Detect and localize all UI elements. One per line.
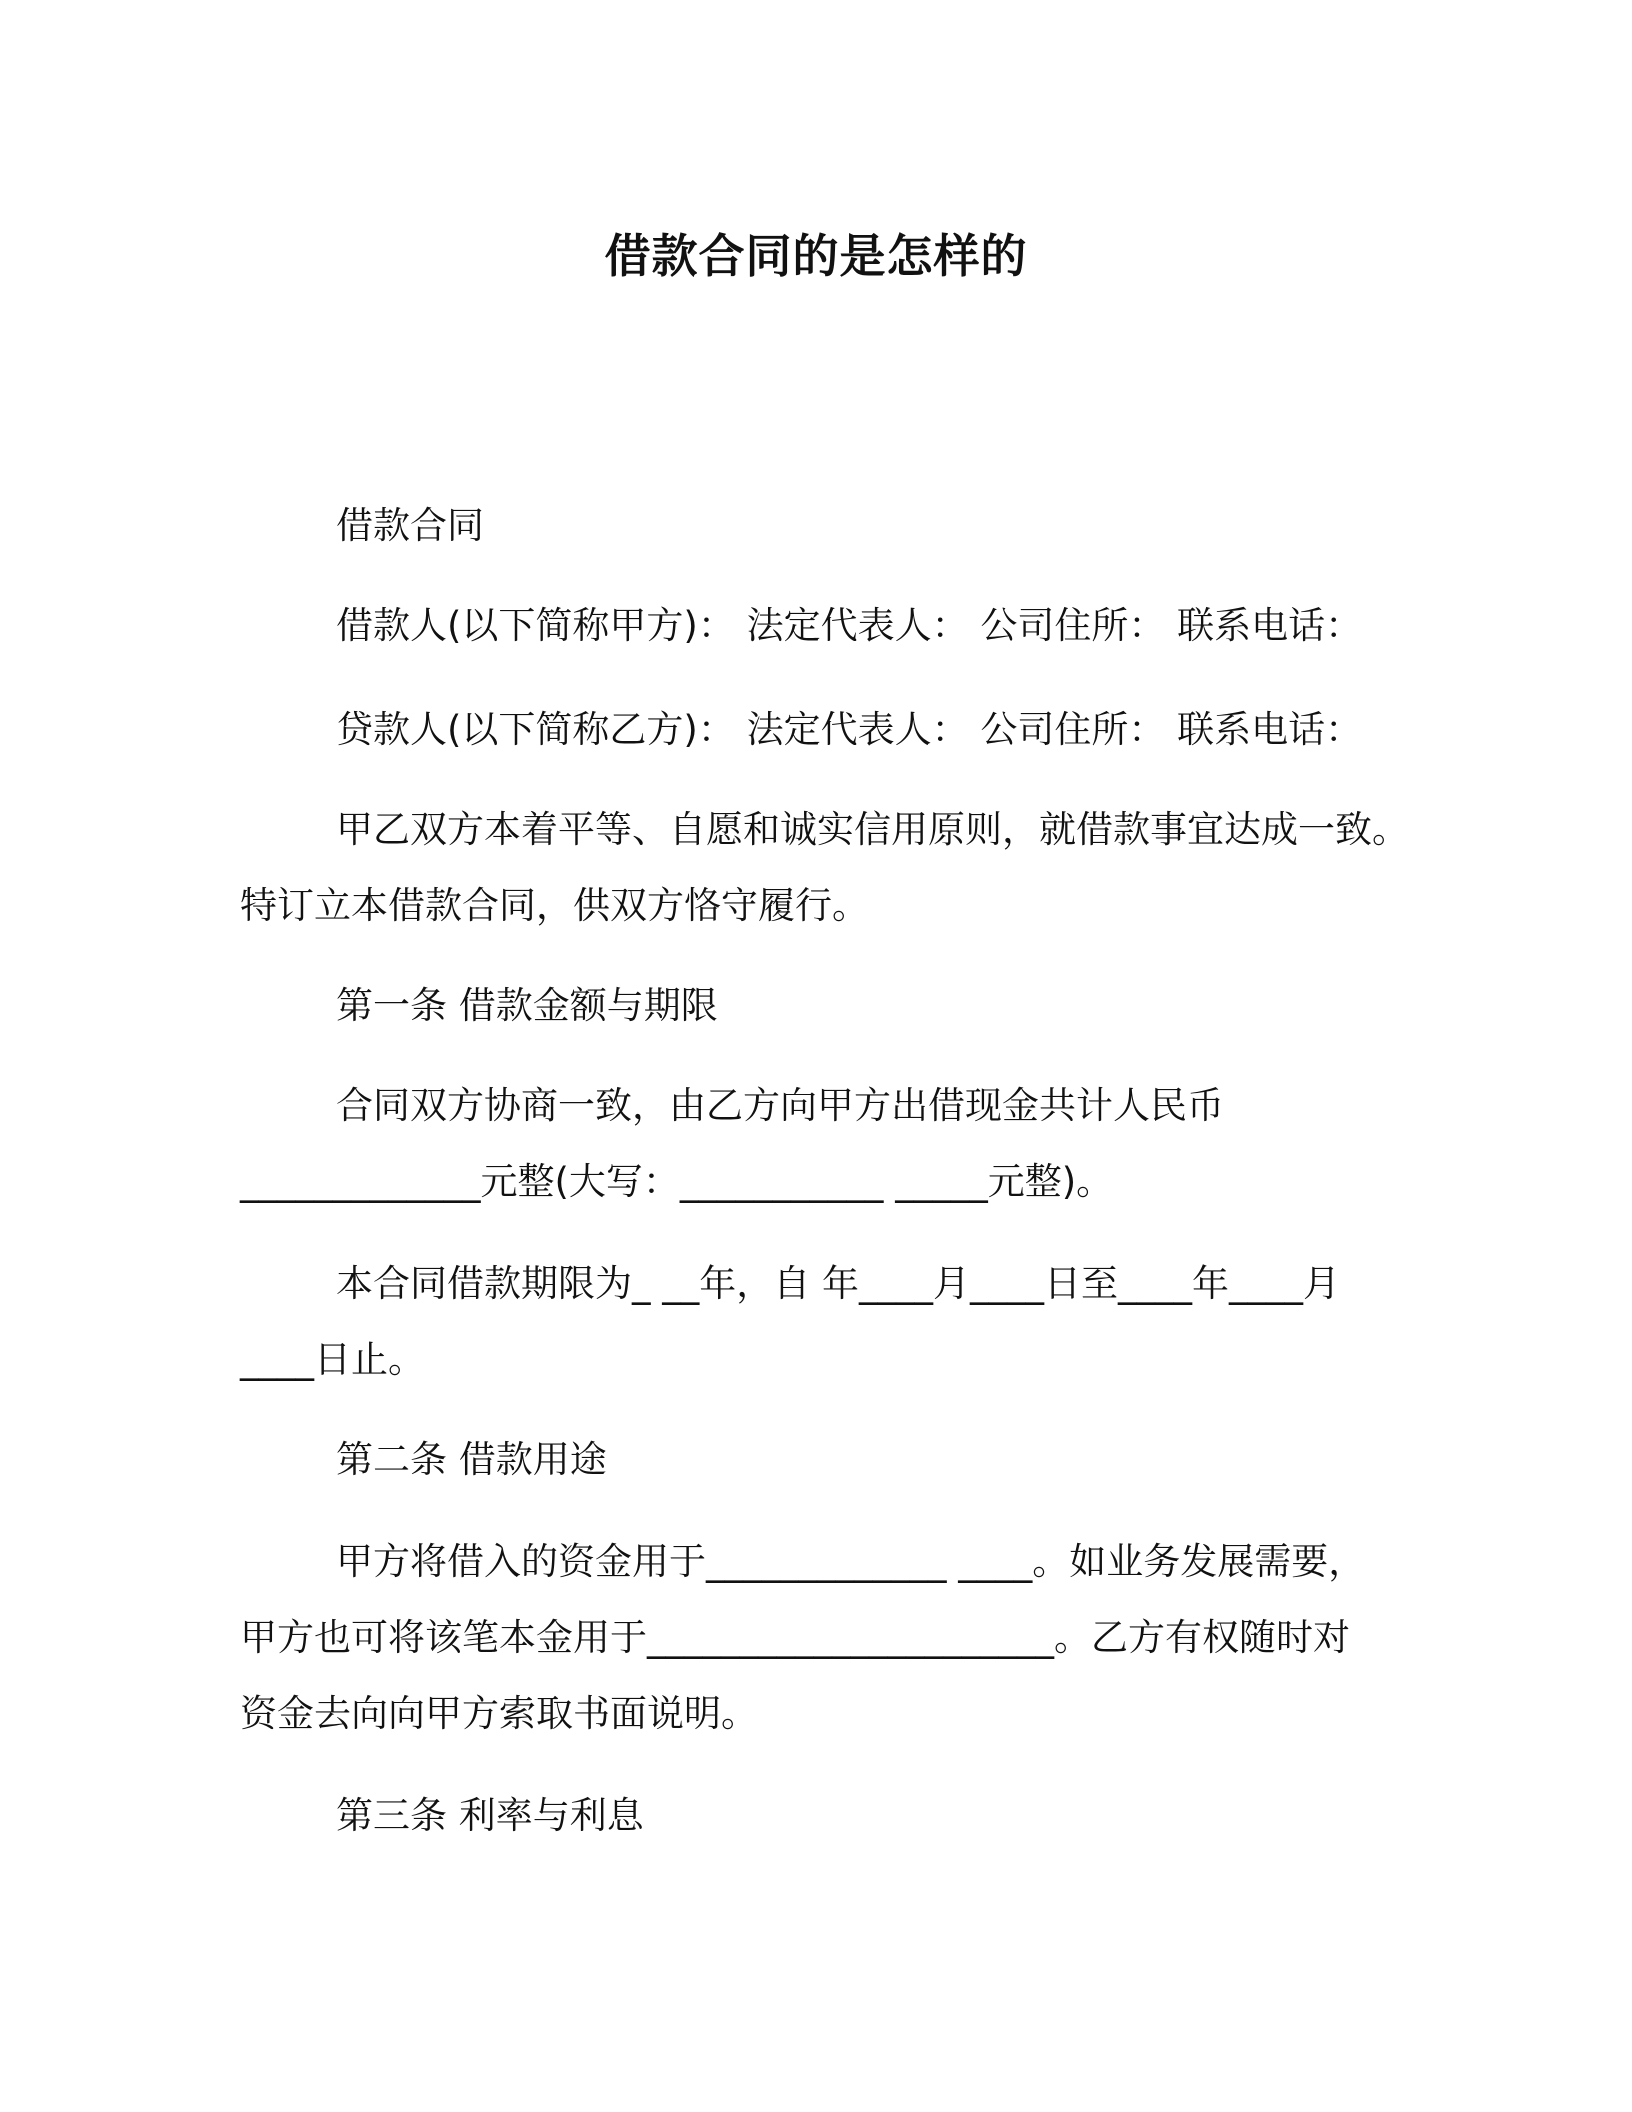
document-title: 借款合同的是怎样的	[604, 229, 1028, 283]
paragraph-line: 第三条 利率与利息	[336, 1794, 644, 1837]
paragraph-line: 资金去向向甲方索取书面说明。	[240, 1692, 758, 1735]
paragraph-line: 甲方将借入的资金用于_____________ ____。如业务发展需要，	[336, 1540, 1366, 1583]
paragraph-line: ____日止。	[240, 1338, 425, 1381]
paragraph-heading-contract	[240, 488, 1400, 564]
paragraph-line: 特订立本借款合同，供双方恪守履行。	[240, 884, 869, 927]
paragraph-loan-purpose	[240, 1524, 1400, 1752]
paragraph-line: 第一条 借款金额与期限	[336, 984, 718, 1027]
article-1-heading	[240, 968, 1400, 1044]
paragraph-loan-term	[240, 1246, 1400, 1398]
paragraph-preamble	[240, 792, 1409, 944]
paragraph-borrower	[240, 588, 1400, 664]
paragraph-line: _____________元整(大写：___________ _____元整)。	[240, 1160, 1114, 1203]
paragraph-line: 甲方也可将该笔本金用于______________________。乙方有权随时对	[240, 1616, 1350, 1659]
paragraph-line: 贷款人(以下简称乙方)： 法定代表人： 公司住所： 联系电话：	[336, 708, 1363, 751]
paragraph-line: 甲乙双方本着平等、自愿和诚实信用原则，就借款事宜达成一致。	[336, 808, 1409, 851]
article-2-heading	[240, 1422, 1400, 1498]
paragraph-line: 借款合同	[336, 504, 484, 547]
article-3-heading	[240, 1778, 1400, 1854]
paragraph-line: 合同双方协商一致，由乙方向甲方出借现金共计人民币	[336, 1084, 1224, 1127]
paragraph-lender	[240, 692, 1400, 768]
paragraph-line: 第二条 借款用途	[336, 1438, 607, 1481]
paragraph-line: 借款人(以下简称甲方)： 法定代表人： 公司住所： 联系电话：	[336, 604, 1363, 647]
paragraph-line: 本合同借款期限为_ __年，自 年____月____日至____年____月	[336, 1262, 1341, 1305]
paragraph-loan-amount	[240, 1068, 1400, 1220]
